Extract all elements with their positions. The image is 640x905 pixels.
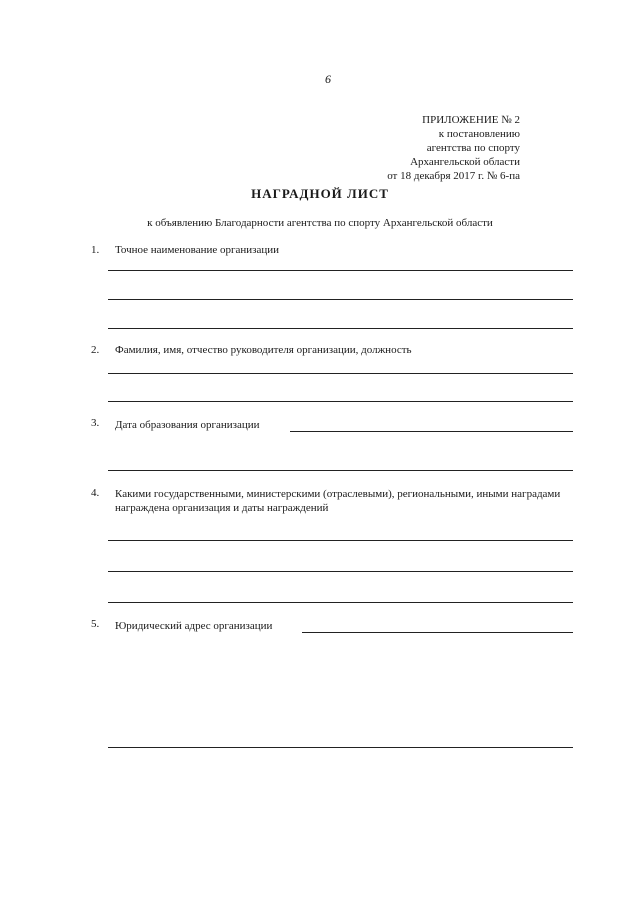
item-5-address-field[interactable] xyxy=(302,632,573,633)
appendix-line-5: от 18 декабря 2017 г. № 6-па xyxy=(387,170,520,182)
item-1-fill-line[interactable] xyxy=(108,328,573,329)
item-4-fill-line[interactable] xyxy=(108,602,573,603)
item-2-fill-line[interactable] xyxy=(108,401,573,402)
item-1-label: Точное наименование организации xyxy=(115,244,280,256)
appendix-header xyxy=(360,113,520,183)
item-5-label: Юридический адрес организации xyxy=(115,620,273,632)
item-2-label: Фамилия, имя, отчество руководителя организации, должность xyxy=(115,344,412,356)
item-1-number: 1. xyxy=(91,244,100,256)
item-1-fill-line[interactable] xyxy=(108,299,573,300)
page-number: 6 xyxy=(325,72,331,86)
item-5-number: 5. xyxy=(91,618,100,630)
appendix-line-4: Архангельской области xyxy=(410,156,520,168)
item-4-fill-line[interactable] xyxy=(108,540,573,541)
item-5-fill-line[interactable] xyxy=(108,747,573,748)
appendix-line-1: ПРИЛОЖЕНИЕ № 2 xyxy=(422,114,520,126)
document-title: НАГРАДНОЙ ЛИСТ xyxy=(251,186,389,201)
item-3-label: Дата образования организации xyxy=(115,419,260,431)
item-1-fill-line[interactable] xyxy=(108,270,573,271)
document-subtitle: к объявлению Благодарности агентства по спорту Архангельской области xyxy=(147,217,493,229)
appendix-line-2: к постановлению xyxy=(438,128,520,140)
item-4-fill-line[interactable] xyxy=(108,571,573,572)
item-3-number: 3. xyxy=(91,417,100,429)
item-4-label: Какими государственными, министерскими (отраслевыми), региональными, иными наградами награждена организация и даты награждений xyxy=(115,488,561,514)
item-2-number: 2. xyxy=(91,344,100,356)
item-3-date-field[interactable] xyxy=(290,431,573,432)
appendix-line-3: агентства по спорту xyxy=(426,142,520,154)
item-4-number: 4. xyxy=(91,487,100,499)
item-2-fill-line[interactable] xyxy=(108,373,573,374)
item-3-fill-line[interactable] xyxy=(108,470,573,471)
